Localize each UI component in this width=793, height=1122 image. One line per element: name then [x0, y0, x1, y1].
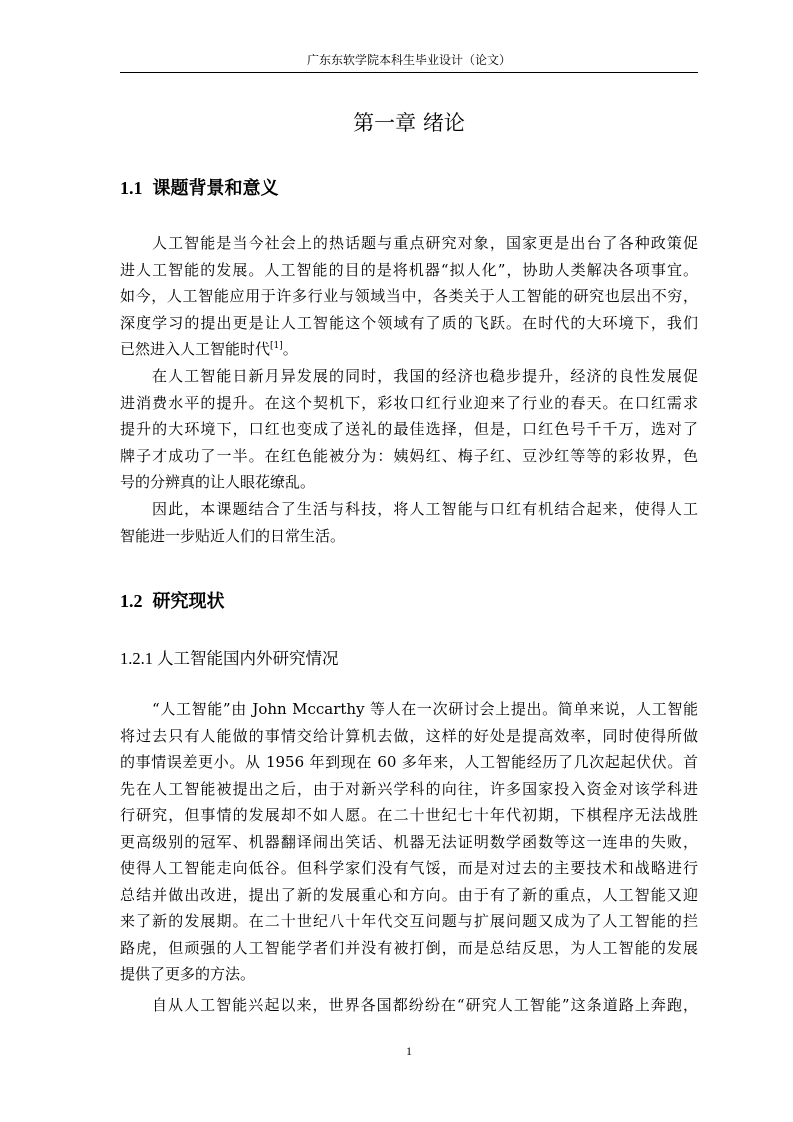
subsection-title: 人工智能国内外研究情况 [157, 649, 339, 668]
text-line-end: 。 [282, 340, 298, 358]
section-title: 研究现状 [152, 591, 225, 612]
section-number: 1.1 [120, 178, 143, 198]
text-line: 先在人工智能被提出之后，由于对新兴学科的向往，许多国家投入资金对该学科进 [120, 779, 698, 798]
section-number: 1.2 [120, 591, 143, 611]
text-line: 进人工智能的发展。人工智能的目的是将机器“拟人化”，协助人类解决各项事宜。 [120, 260, 698, 279]
text-line: 深度学习的提出更是让人工智能这个领域有了质的飞跃。在时代的大环境下，我们 [120, 313, 698, 332]
text-line: 因此，本课题结合了生活与科技，将人工智能与口红有机结合起来，使得人工 [152, 500, 698, 518]
text-line: 来了新的发展期。在二十世纪八十年代交互问题与扩展问题又成为了人工智能的拦 [120, 912, 698, 930]
text-line: 人工智能是当今社会上的热话题与重点研究对象，国家更是出台了各种政策促 [152, 234, 698, 252]
text-line: 总结并做出改进，提出了新的发展重心和方向。由于有了新的重点，人工智能又迎 [120, 885, 698, 904]
subsection-number: 1.2.1 [120, 649, 153, 668]
paragraph-5 [120, 992, 698, 1019]
text-line: 更高级别的冠军、机器翻译闹出笑话、机器无法证明数学函数等这一连串的失败， [120, 832, 698, 851]
text-line: 进消费水平的提升。在这个契机下，彩妆口红行业迎来了行业的春天。在口红需求 [120, 393, 698, 412]
text-line: 行研究，但事情的发展却不如人愿。在二十世纪七十年代初期，下棋程序无法战胜 [120, 806, 698, 824]
text-line: 路虎，但顽强的人工智能学者们并没有被打倒，而是总结反思，为人工智能的发展 [120, 938, 698, 957]
text-line-body: 已然进入人工智能时代 [120, 340, 271, 358]
text-line: 的事情误差更小。从 1956 年到现在 60 多年来，人工智能经历了几次起起伏伏。首 [120, 753, 698, 771]
paragraph-3 [120, 496, 698, 549]
citation: [1] [270, 341, 283, 351]
chapter-title: 第一章 绪论 [353, 111, 465, 135]
subsection-heading [120, 648, 339, 670]
text-line: 号的分辨真的让人眼花缭乱。 [120, 473, 316, 491]
paragraph-2 [120, 363, 698, 496]
text-line: 提供了更多的方法。 [120, 965, 256, 983]
text-line: 智能进一步贴近人们的日常生活。 [120, 526, 346, 545]
text-line: 使得人工智能走向低谷。但科学家们没有气馁，而是对过去的主要技术和战略进行 [120, 859, 698, 877]
page-number: 1 [406, 1044, 412, 1058]
text-line: “人工智能”由 John Mccarthy 等人在一次研讨会上提出。简单来说，人工智能 [152, 700, 698, 718]
section-heading-1-2 [120, 589, 225, 614]
text-line: 提升的大环境下，口红也变成了送礼的最佳选择，但是，口红色号千千万，选对了 [120, 420, 698, 438]
header-divider [120, 72, 698, 73]
text-line: 牌子才成功了一半。在红色能被分为：姨妈红、梅子红、豆沙红等等的彩妆界，色 [120, 446, 698, 465]
section-title: 课题背景和意义 [152, 178, 279, 199]
section-heading-1-1 [120, 176, 279, 201]
text-line: 在人工智能日新月异发展的同时，我国的经济也稳步提升，经济的良性发展促 [152, 367, 698, 385]
text-line: 自从人工智能兴起以来，世界各国都纷纷在“研究人工智能”这条道路上奔跑， [152, 996, 698, 1014]
paragraph-4 [120, 696, 698, 988]
text-line [120, 336, 698, 363]
paragraph-1 [120, 230, 698, 363]
text-line: 将过去只有人能做的事情交给计算机去做，这样的好处是提高效率，同时使得所做 [120, 726, 698, 745]
page-header: 广东东软学院本科生毕业设计（论文） [306, 53, 511, 67]
text-line: 如今，人工智能应用于许多行业与领域当中，各类关于人工智能的研究也层出不穷， [120, 287, 698, 305]
